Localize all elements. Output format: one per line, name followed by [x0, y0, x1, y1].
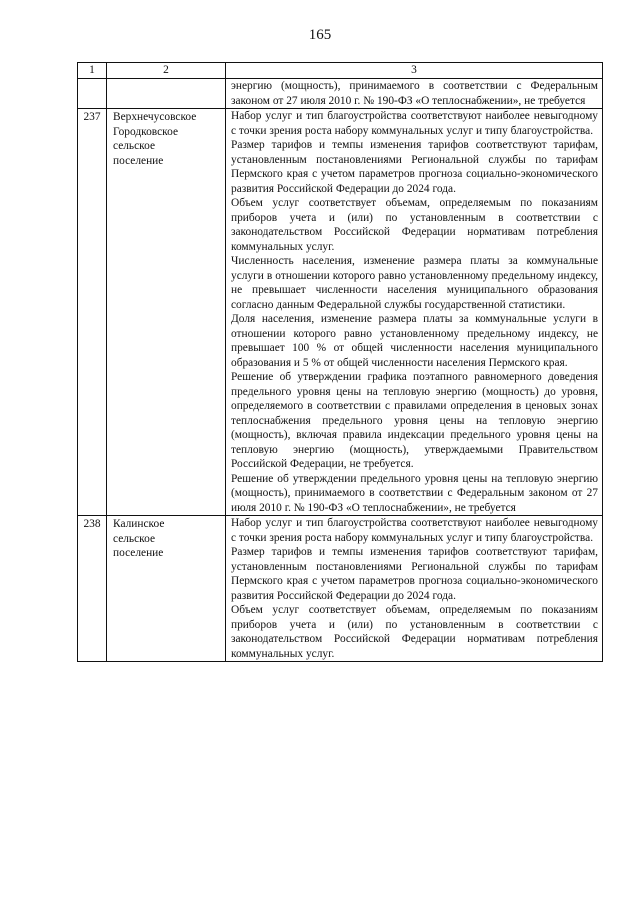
table-row	[78, 516, 603, 662]
header-row	[78, 63, 603, 79]
municipal-tariff-table	[77, 62, 603, 662]
condition-paragraph: Размер тарифов и темпы изменения тарифов соответствуют тарифам, установленным постановлениями Региональной службы по тарифам Пермского края с учетом параметров прогноза социально-экономического развития Российской Федерации до 2024 года.	[231, 546, 598, 602]
condition-paragraph: Объем услуг соответствует объемам, определяемым по показаниям приборов учета и (или) по установленным в соответствии с законодательством Российской Федерации нормативам потребления коммунальных услуг.	[231, 604, 598, 660]
condition-paragraph: Численность населения, изменение размера платы за коммунальные услуги в отношении которого равно установленному предельному индексу, не превышает численности населения муниципального образования согласно данным Федеральной службы государственной статистики.	[231, 255, 598, 311]
condition-paragraph: Набор услуг и тип благоустройства соответствуют наиболее невыгодному с точки зрения роста набору коммунальных услуг и типу благоустройства.	[231, 517, 598, 544]
conditions-text	[226, 79, 603, 109]
page-number: 165	[308, 27, 332, 43]
municipality-name	[107, 109, 226, 516]
condition-paragraph: Объем услуг соответствует объемам, определяемым по показаниям приборов учета и (или) по установленным в соответствии с законодательством Российской Федерации нормативам потребления коммунальных услуг.	[231, 197, 598, 253]
column-header-2: 2	[107, 63, 226, 79]
row-number: 237	[78, 109, 107, 516]
condition-paragraph: Размер тарифов и темпы изменения тарифов соответствуют тарифам, установленным постановлениями Региональной службы по тарифам Пермского края с учетом параметров прогноза социально-экономического развития Российской Федерации до 2024 года.	[231, 139, 598, 195]
municipality-name-line: сельское	[113, 140, 156, 152]
conditions-text	[226, 516, 603, 662]
municipality-name-line: сельское	[113, 532, 156, 545]
condition-paragraph: энергию (мощность), принимаемого в соответствии с Федеральным законом от 27 июля 2010 г. № 190-ФЗ «О теплоснабжении», не требуется	[231, 80, 598, 107]
municipality-name-line: поселение	[113, 547, 164, 559]
column-header-3: 3	[226, 63, 603, 79]
column-header-1: 1	[78, 63, 107, 79]
table-row	[78, 109, 603, 516]
municipality-name-line: Верхнечусовское	[113, 111, 197, 123]
row-number: 238	[78, 516, 107, 662]
municipality-name-line: Городковское	[113, 125, 178, 138]
table-body	[78, 63, 603, 662]
municipality-name-line: поселение	[113, 154, 164, 167]
municipality-name	[107, 516, 226, 662]
condition-paragraph: Решение об утверждении предельного уровня цены на тепловую энергию (мощность), принимаемого в соответствии с Федеральным законом от 27 июля 2010 г. № 190-ФЗ «О теплоснабжении», не требуется	[231, 472, 598, 514]
row-number	[78, 79, 107, 109]
municipality-name	[107, 79, 226, 109]
condition-paragraph: Набор услуг и тип благоустройства соответствуют наиболее невыгодному с точки зрения роста набору коммунальных услуг и типу благоустройства.	[231, 110, 598, 137]
table-row	[78, 79, 603, 109]
municipality-name-line: Калинское	[113, 518, 165, 530]
conditions-text	[226, 109, 603, 516]
condition-paragraph: Доля населения, изменение размера платы за коммунальные услуги в отношении которого равно установленному предельному индексу, не превышает 100 % от общей численности населения муниципального образования и 5 % от общей численности населения Пермского края.	[231, 313, 598, 369]
condition-paragraph: Решение об утверждении графика поэтапного равномерного доведения предельного уровня цены на тепловую энергию (мощность) до уровня, определяемого в соответствии с правилами определения в ценовых зонах теплоснабжения предельного уровня цены на тепловую энергию (мощность), включая правила индексации предельного уровня цены на тепловую энергию (мощность), утверждаемыми Правительством Российской Федерации, не требуется.	[231, 371, 598, 470]
